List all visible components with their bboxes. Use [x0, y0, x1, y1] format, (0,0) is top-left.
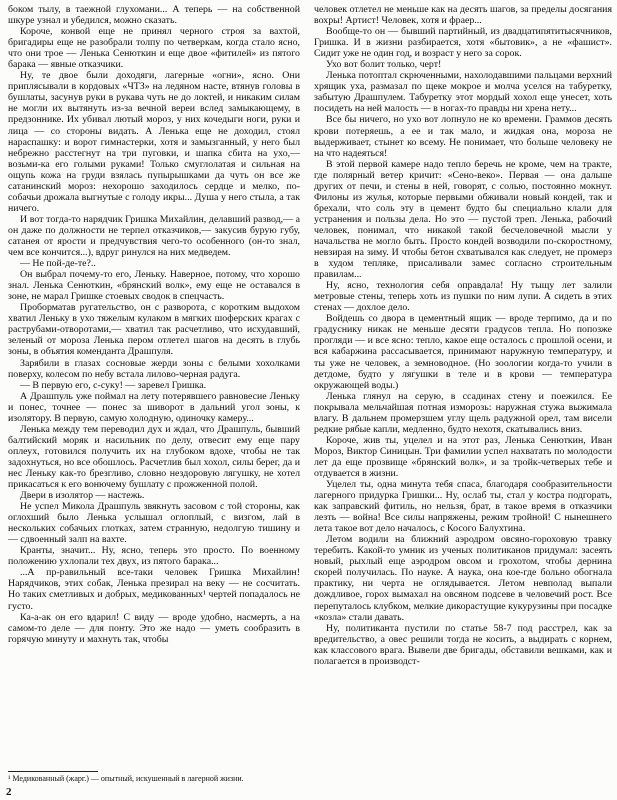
paragraph: Короче, жив ты, уцелел и на этот раз, Ленька Сенюткин, Иван Мороз, Виктор Синицын. Три фамилии успел нахватать по молодости лет да еще прозвище «брянский волк», и за тройк-четверых тебе и отдувается в жизни.	[314, 434, 612, 479]
paragraph: Ухо вот болит только, черт!	[326, 59, 442, 71]
paragraph: ...А пр-равильный все-таки человек Гришка Михайлин! Нарядчиков, этих собак, Ленька презирал на веку — не сосчитать. Но таких сметливых и добрых, медикованных¹ чертей попадалось не густо.	[8, 567, 300, 612]
paragraph: А Драшпуль уже поймал на лету потерявшего равновесие Леньку и понес, точнее — понес за шиворот в дальний угол зоны, к изолятору. В первую, самую холодную, одиночку камеру...	[8, 390, 300, 424]
paragraph: Ну, те двое были доходяги, лагерные «огни», ясно. Они приплясывали в кордовых «ЧТЗ» на ледяном насте, втянув головы в бушлаты, засунув руки в рукава чуть не до локтей, и никаким силам не могли их вытянуть из-за вечной вереи вслед замыкающему, в предзоннике. Их убивал лютый мороз, у них кочедыги ноги, руки и лица — со стороны видать. А Ленька еще не доходил, стоял нараспашку: и ворот гимнастерки, хотя и замызганный, у него был небрежно расстегнут на три пуговки, и шапка сбита на ухо,— возьми-ка его голыми руками! Только смуглолатая и сильная на ощупь кожа на груди взялась пупырышками да чуть он все же сатанинский мороз: нехорошо заходилось сердце и мелко, по-собачьи дрожала выгнутые с голоду икры... Душа у него стыла, а так ничего.	[8, 70, 300, 214]
paragraph: Войдешь со двора в цементный ящик — вроде терпимо, да и по градуснику никак не меньше десяти градусов тепла. Но попозже прогляди — и все ясно: тепло, какое еще осталось с прошлой осени, и вся кабаржина рассасывается, принимают наружную температуру, и ты уже не человек, а земноводное. (Но зоологии когда-то учили в детдоме, будто у лягушки в теле и в крови — температура окружающей воды.)	[314, 313, 612, 391]
paragraph: Двери в изолятор — настежь.	[20, 490, 145, 502]
left-text-column	[8, 4, 300, 645]
paragraph: Летом водили на ближний аэродром овсяно-гороховую травку теребить. Какой-то умник из ученых политиканов придумал: засеять новый, рыхлый еще аэродром овсом и грохотом, чтобы дернина скорей получилась. По науке. А наука, она кое-где больно обогнала практику, ни черта не оглядывается. Летом невполад выпали дождливое, горох вымахал на овсяном подсеве в человечий рост. Все перепуталось клубком, мелкие дикорастущие кукурузины при посадке «козла» стали давать.	[314, 534, 612, 623]
paragraph: Ну, политиканта пустили по статье 58-7 под расстрел, как за вредительство, а овес решили тогда не косить, а выдирать с корнем, как классового врага. Вывели две бригады, обставили вешками, как и полагается в производст-	[314, 622, 612, 667]
paragraph: Не успел Микола Драшпуль звякнуть засовом с той стороны, как оглохший было Ленька услышал оглоплый, с визгом, лай в нескольких собачьих глотках, затем странную, недолгую тишину и — сдвоенный залп на вахте.	[8, 501, 300, 546]
paragraph: Ка-а-ак он его вдарил! С виду — вроде удобно, насмерть, а на самом-то деле — для понту. Это же надо — уметь сообразить в горячую минуту и махнуть так, чтобы	[8, 611, 300, 645]
paragraph: Проборматав ругательство, он с разворота, с коротким выдохом хватил Леньку в ухо тяжелым кулаком в мягких шоферских крагах с раструбами-отворотами,— хватил так расчетливо, что исхудавший, зеленый от мороза Ленька пером отлетел шагов на десять в глубь зоны, в объятия коменданта Драшпуля.	[8, 302, 300, 358]
paragraph: Ну, ясно, технология себя оправдала! Ну тыщу лет залили метровые стены, теперь хоть из пушки по ним лупи. А сидеть в этих стенах — дохлое дело.	[314, 280, 612, 314]
paragraph: — В первую его, с-суку! — заревел Гришка.	[20, 379, 207, 391]
paragraph: человек отлетел не меньше как на десять шагов, за пределы досягания вохры! Артист! Человек, хотя и фраер...	[314, 4, 612, 27]
paragraph: Ленька глянул на серую, в ссадинах стену и поежился. Ее покрывала мельчайшая потная изморозь: наружная стужа выжимала влагу. В дальнем промерзшем углу щель радужной орел, там висели редкие рябые капли, медленно, будто нехотя, скатывались вниз.	[314, 390, 612, 435]
paragraph: Ленька между тем переводил дух и ждал, что Драшпуль, бывший балтийский моряк и насильник по делу, отвесит ему еще пару оплеух, готовился получить их на глубоком вдохе, чтобы не так задохнуться, но все обошлось. Расчетлив был хохол, силы берег, да и нес Леньку как-то брезгливо, словно нездоровую лягушку, не хотел прикасаться к его вонючему бушлату с прожженной полой.	[8, 423, 300, 491]
page-number: 2	[6, 786, 12, 798]
paragraph: Кранты, значит... Ну, ясно, теперь это просто. По военному положению ухлопали тех двух, из пятого барака...	[8, 545, 300, 568]
paragraph: В этой первой камере надо тепло беречь не кроме, чем на тракте, где полярный ветер кричит: «Сено-веко». Первая — она дальше других от печи, и стены в ней, говорят, с солью, постоянно мокнут. Филоны из жулья, которые первыми обживали новый кондей, так и брехали, что соль эту в цемент будто бы специально клали для устранения и пользы дела. Но это — пустой треп. Ленька, рабочий человек, понимал, что никакой такой бесчеловечной мысли у начальства не могло быть. Просто кондей возводили по-скоростному, невзирая на зиму. И чтобы бетон схватывался как следует, не промерз в худом тепляке, присаливали замес согласно строительным правилам...	[314, 158, 612, 281]
paragraph: — Не пой-де-те?..	[20, 258, 96, 270]
paragraph: Уцелел ты, одна минута тебя спаса, благодаря сообразительности лагерного придурка Гришки... Ну, ослаб ты, стал у костра подгорать, как заправский фитиль, но нельзя, брат, в такое время в отказчики лезть — война! Все силы напряжены, режим тройной! С нынешнего лета такое вот дело началось, с Косого Балухтина.	[314, 479, 612, 535]
right-text-column	[314, 4, 612, 667]
paragraph: Он выбрал почему-то его, Леньку. Наверное, потому, что хорошо знал. Ленька Сенюткин, «брянский волк», ему еще не оставался в зоне, не марал Гришке стоевых сводок в спецчасть.	[8, 269, 300, 303]
paragraph: Зарябили в глазах сосновые жерди зоны с белыми хохолками поверху, колесом по небу встала лилово-черная радуга.	[8, 357, 300, 380]
paragraph: боком тылу, в таежной глухомани... А теперь — на собственной шкуре узнал и убедился, можно сказать.	[8, 4, 300, 27]
footnote: ¹ Медикованный (жарг.) — опытный, искушенный в лагерной жизни.	[8, 774, 244, 783]
paragraph: Короче, конвой еще не принял черного строя за вахтой, бригадиры еще не разобрали толпу по четверкам, когда стало ясно, что они трое — Ленька Сенюткин и еще двое «фитилей» из пятого барака — явные отказчики.	[8, 26, 300, 71]
paragraph: Ленька потоптал скрюченными, нахолодавшими пальцами верхний хрящик уха, размазал по щеке мокрое и молча уселся на табуретку, забытую Драшпулем. Табуретку этот мордый хохол еще унесет, хоть посидеть на ней малость — в ногах-то правды ни хрена нету...	[314, 70, 612, 115]
footnote-separator	[8, 771, 98, 772]
paragraph: И вот тогда-то нарядчик Гришка Михайлин, делавший развод,— а он даже по должности не терпел отказчиков,— закусив бурую губу, сатанея от ярости и предчувствия чего-то особенного (он-то знал, чем все кончится...), вдруг ринулся на них медведем.	[8, 213, 300, 259]
paragraph: Все бы ничего, но ухо вот лопнуло не ко времени. Граммов десять крови потеряешь, а ее и так мало, и жидкая она, мороза не выдерживает, стынет ко всему. Не понимает, что больше человеку не на что надеяться!	[314, 114, 612, 159]
paragraph: Вообще-то он — бывший партийный, из двадцатипятитысячников, Гришка. И в жизни разбирается, хотя «бытовик», а не «фашист». Сидит уже не один год, и возраст у него за сорок.	[314, 26, 612, 60]
